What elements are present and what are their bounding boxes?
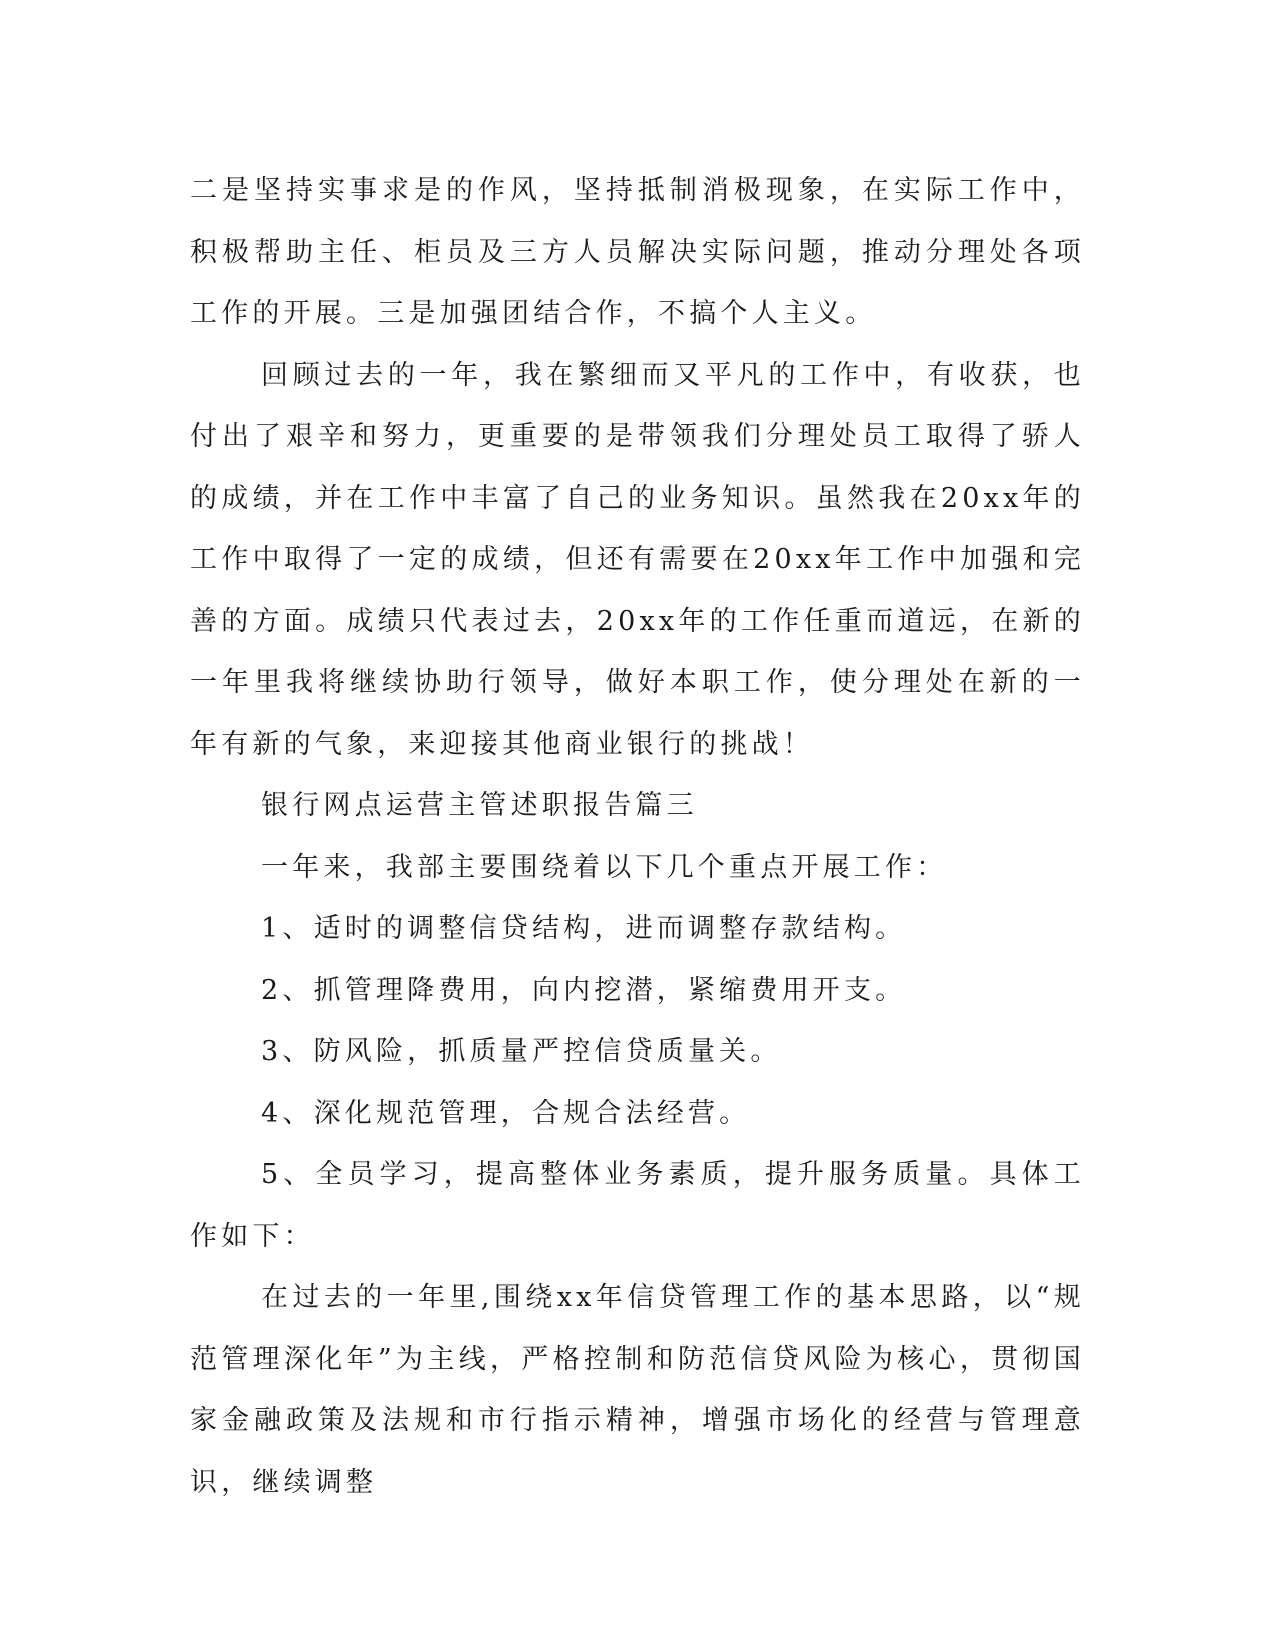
list-item-5: 5、全员学习，提高整体业务素质，提升服务质量。具体工作如下： xyxy=(190,1159,1085,1252)
list-item-4: 4、深化规范管理，合规合法经营。 xyxy=(261,1097,751,1129)
document-body xyxy=(190,160,1085,1513)
section-heading: 银行网点运营主管述职报告篇三 xyxy=(261,790,698,821)
paragraph-review: 回顾过去的一年，我在繁细而又平凡的工作中，有收获，也付出了艰辛和努力，更重要的是带领我们分理处员工取得了骄人的成绩，并在工作中丰富了自己的业务知识。虽然我在20xx年的工作中取得了一定的成绩，但还有需要在20xx年工作中加强和完善的方面。成绩只代表过去，20xx年的工作任重而道远，在新的一年里我将继续协助行领导，做好本职工作，使分理处在新的一年有新的气象，来迎接其他商业银行的挑战！ xyxy=(190,359,1085,760)
list-item-1: 1、适时的调整信贷结构，进而调整存款结构。 xyxy=(261,913,907,944)
paragraph-continuation: 二是坚持实事求是的作风，坚持抵制消极现象，在实际工作中，积极帮助主任、柜员及三方人员解决实际问题，推动分理处各项工作的开展。三是加强团结合作，不搞个人主义。 xyxy=(190,175,1085,329)
list-item-2: 2、抓管理降费用，向内挖潜，紧缩费用开支。 xyxy=(261,974,907,1006)
paragraph-credit-management: 在过去的一年里,围绕xx年信贷管理工作的基本思路，以“规范管理深化年”为主线，严格控制和防范信贷风险为核心，贯彻国家金融政策及法规和市行指示精神，增强市场化的经营与管理意识，继续调整 xyxy=(190,1282,1085,1498)
list-item-3: 3、防风险，抓质量严控信贷质量关。 xyxy=(261,1036,782,1067)
paragraph-intro: 一年来，我部主要围绕着以下几个重点开展工作： xyxy=(261,851,948,883)
